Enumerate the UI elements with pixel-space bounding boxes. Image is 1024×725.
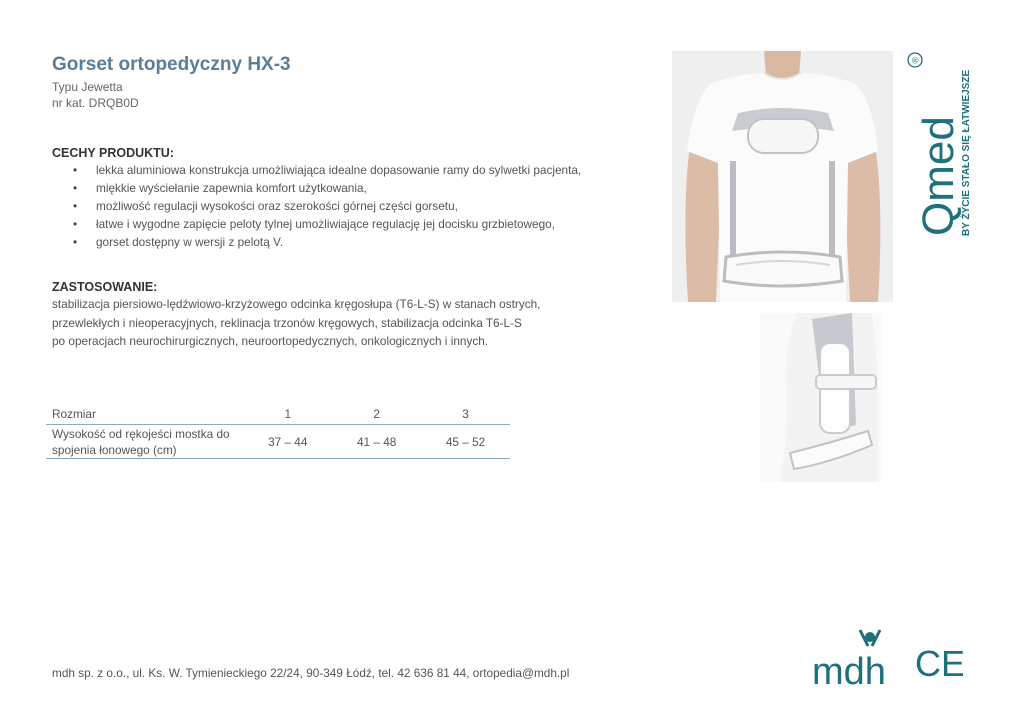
features-heading: CECHY PRODUKTU: xyxy=(52,146,174,160)
footer-address: mdh sp. z o.o., ul. Ks. W. Tymienieckiego 22/24, 90-349 Łódź, tel. 42 636 81 44, ortopedia@mdh.pl xyxy=(52,666,570,680)
ce-mark-text: CE xyxy=(915,644,963,680)
usage-line: stabilizacja piersiowo-lędźwiowo-krzyżowego odcinka kręgosłupa (T6-L-S) w stanach ostrych, xyxy=(52,297,541,311)
bullet-icon: • xyxy=(73,181,78,195)
bullet-icon: • xyxy=(73,235,78,249)
page-title: Gorset ortopedyczny HX-3 xyxy=(52,54,291,75)
table-row-label: Wysokość od rękojeści mostka do spojenia łonowego (cm) xyxy=(46,425,243,459)
bullet-icon: • xyxy=(73,199,78,213)
usage-line: przewlekłych i nieoperacyjnych, reklinacja trzonów kręgowych, stabilizacja odcinka T6-L-S xyxy=(52,315,522,330)
qmed-logo-text: Qmed xyxy=(914,116,963,236)
list-item: • gorset dostępny w wersji z pelotą V. xyxy=(73,235,284,249)
list-item: • miękkie wyściełanie zapewnia komfort użytkowania, xyxy=(73,181,367,195)
size-table xyxy=(46,404,510,459)
mdh-logo-text: mdh xyxy=(812,651,886,690)
table-header-cell: 2 xyxy=(332,404,421,425)
product-photo-front xyxy=(672,51,893,302)
table-cell: 41 – 48 xyxy=(332,425,421,459)
list-item: • możliwość regulacji wysokości oraz szerokości górnej części gorsetu, xyxy=(73,199,458,213)
registered-mark: ® xyxy=(910,56,921,64)
table-header-row xyxy=(46,404,510,425)
table-header-cell: Rozmiar xyxy=(46,404,243,425)
table-cell: 45 – 52 xyxy=(421,425,510,459)
table-row xyxy=(46,425,510,459)
ce-mark xyxy=(915,644,963,680)
qmed-tagline: BY ŻYCIE STAŁO SIĘ ŁATWIEJSZE xyxy=(961,69,972,236)
list-item: • lekka aluminiowa konstrukcja umożliwiająca idealne dopasowanie ramy do sylwetki pacjenta, xyxy=(73,163,582,177)
qmed-logo xyxy=(905,50,975,240)
product-type: Typu Jewetta xyxy=(52,80,123,94)
usage-heading: ZASTOSOWANIE: xyxy=(52,280,158,294)
bullet-icon: • xyxy=(73,163,78,177)
product-photo-side xyxy=(760,313,882,482)
usage-line: po operacjach neurochirurgicznych, neuroortopedycznych, onkologicznych i innych. xyxy=(52,334,489,348)
table-cell: 37 – 44 xyxy=(243,425,332,459)
catalog-number: nr kat. DRQB0D xyxy=(52,96,139,110)
list-item: • łatwe i wygodne zapięcie peloty tylnej umożliwiające regulację jej docisku grzbietowego, xyxy=(73,217,556,231)
table-header-cell: 3 xyxy=(421,404,510,425)
features-list xyxy=(70,161,581,251)
mdh-logo xyxy=(810,628,902,690)
usage-text xyxy=(52,295,540,351)
table-header-cell: 1 xyxy=(243,404,332,425)
bullet-icon: • xyxy=(73,217,78,231)
